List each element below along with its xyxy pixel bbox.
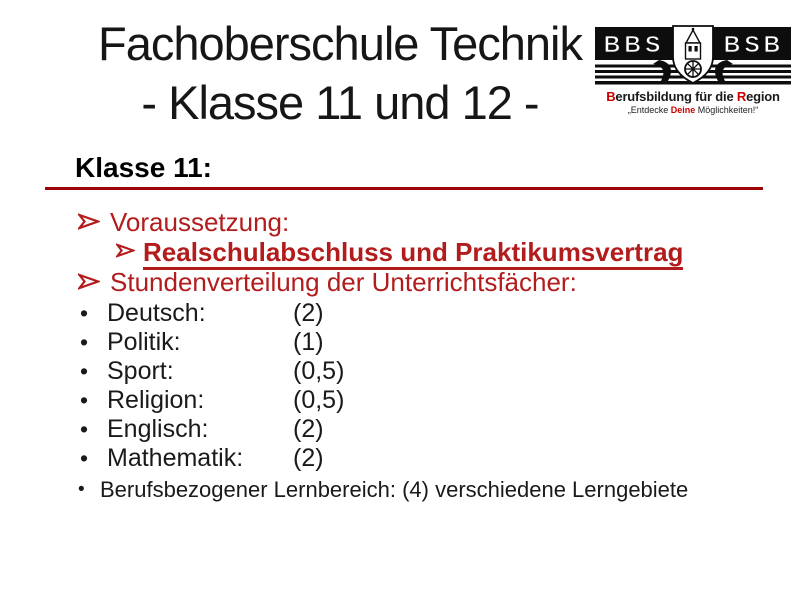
slogan-highlight: Deine (670, 105, 696, 115)
subject-name: Deutsch: (107, 299, 206, 327)
logo-slogan (595, 105, 791, 115)
subject-hours: (0,5) (293, 386, 345, 414)
subject-row-religion (78, 386, 778, 415)
tagline-end: egion (746, 89, 780, 104)
subject-row-englisch (78, 415, 778, 444)
arrow-bullet-icon (78, 273, 100, 290)
subject-row-sport (78, 357, 778, 386)
subject-name: Politik: (107, 328, 181, 356)
tagline-initial-r: R (736, 89, 747, 104)
logo-block-right-text: BSB (723, 31, 785, 57)
logo-emblem (595, 24, 791, 86)
wheel-icon (685, 61, 701, 77)
bullet-row-voraussetzung (78, 207, 778, 237)
slide-title (40, 14, 640, 132)
bullet-text: Voraussetzung: (110, 207, 290, 237)
subject-hours: (2) (293, 299, 324, 327)
title-line-2: - Klasse 11 und 12 - (141, 76, 539, 129)
dot-bullet-icon: • (78, 479, 85, 500)
tagline-mid: erufsbildung für die (615, 89, 737, 104)
footer-text: Berufsbezogener Lernbereich: (4) verschiedene Lerngebiete (100, 477, 689, 502)
dot-bullet-icon: • (80, 300, 89, 326)
subject-row-politik (78, 328, 778, 357)
logo-tagline (595, 89, 791, 104)
subject-hours: (1) (293, 328, 324, 356)
bullet-row-realschulabschluss (78, 237, 778, 267)
subject-name: Religion: (107, 386, 205, 414)
footer-bullet-row (78, 477, 778, 503)
subject-hours: (2) (293, 415, 324, 443)
subject-row-mathematik (78, 444, 778, 473)
subject-name: Englisch: (107, 415, 209, 443)
subject-hours: (2) (293, 444, 324, 472)
bullet-row-stundenverteilung (78, 267, 778, 299)
subject-hours: (0,5) (293, 357, 345, 385)
arrow-bullet-icon (78, 213, 100, 230)
logo-block-left-text: BBS (603, 31, 665, 57)
section-heading: Klasse 11: (75, 152, 212, 183)
subject-name: Mathematik: (107, 444, 244, 472)
section-divider (45, 187, 763, 190)
bullet-list (78, 207, 778, 503)
subject-row-deutsch (78, 299, 778, 328)
subject-name: Sport: (107, 357, 174, 385)
dot-bullet-icon: • (80, 387, 89, 413)
school-logo (595, 24, 791, 115)
dot-bullet-icon: • (80, 416, 89, 442)
logo-shield (673, 26, 713, 83)
bullet-text: Stundenverteilung der Unterrichtsfächer: (110, 267, 577, 297)
tagline-initial-b: B (606, 89, 616, 104)
bullet-text: Realschulabschluss und Praktikumsvertrag (143, 237, 683, 270)
dot-bullet-icon: • (80, 329, 89, 355)
slogan-post: Möglichkeiten!“ (695, 105, 759, 115)
title-line-1: Fachoberschule Technik (98, 17, 582, 70)
slogan-pre: „Entdecke (627, 105, 671, 115)
dot-bullet-icon: • (80, 445, 89, 471)
arrow-bullet-icon (116, 243, 135, 258)
dot-bullet-icon: • (80, 358, 89, 384)
